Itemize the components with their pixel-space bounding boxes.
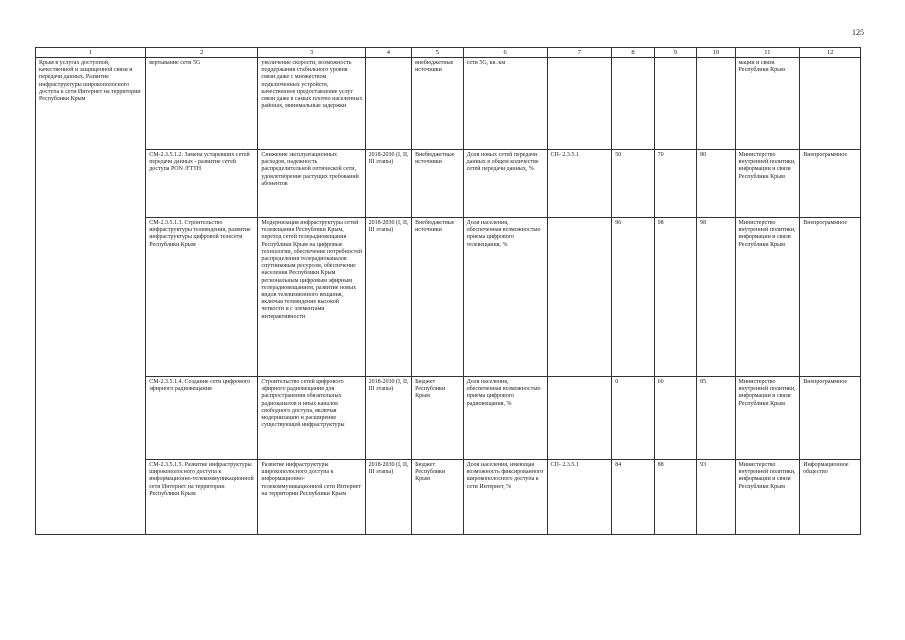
value-cell: 80	[697, 150, 735, 218]
description-cell: увеличение скорости, возможность поддержания стабильного уровня связи даже с множеством подключенных устройств, качественное предоставление услуг связи даже в самых плотно населенных районах, минимальные задержки	[258, 58, 365, 150]
measure-cell: вертывание сети 5G	[146, 58, 258, 150]
description-cell: Развитие инфраструктуры широкополосного доступа к информационно-телекоммуникационной сети Интернет на территории Республики Крым	[258, 460, 365, 535]
page-number: 125	[852, 28, 864, 37]
executor-cell: мации и связи Республики Крым	[735, 58, 800, 150]
col-header: 9	[654, 48, 696, 58]
code-cell: СП- 2.3.5.1	[547, 150, 612, 218]
program-cell	[800, 58, 861, 150]
description-cell: Строительство сетей цифрового эфирного радиовещания для распространения обязательных радиоканалов и иных каналов свободного доступа, включая модернизацию и расширение существующей инфраструктуры	[258, 377, 365, 460]
table-row	[36, 58, 861, 150]
value-cell	[612, 58, 654, 150]
program-cell: Информационное общество	[800, 460, 861, 535]
period-cell: 2018-2030 (I, II, III этапы)	[365, 377, 412, 460]
col-header: 3	[258, 48, 365, 58]
executor-cell: Министерство внутренней политики, информации и связи Республики Крым	[735, 460, 800, 535]
value-cell: 88	[654, 460, 696, 535]
indicator-cell: Доля населения, обеспеченная возможностью приема цифрового радиовещания, %	[463, 377, 547, 460]
value-cell: 98	[697, 218, 735, 377]
source-cell: Внебюджетные источники	[412, 218, 464, 377]
col-header: 12	[800, 48, 861, 58]
indicator-cell: Доля новых сетей передачи данных в общем количестве сетей передачи данных, %	[463, 150, 547, 218]
code-cell: СП- 2.3.5.1	[547, 460, 612, 535]
indicator-cell: Доля населения, обеспеченная возможностью приема цифрового телевещания, %	[463, 218, 547, 377]
period-cell: 2018-2030 (I, II, III этапы)	[365, 218, 412, 377]
col-header: 8	[612, 48, 654, 58]
program-cell: Внепрограммное	[800, 150, 861, 218]
executor-cell: Министерство внутренней политики, информации и связи Республики Крым	[735, 150, 800, 218]
col-header: 2	[146, 48, 258, 58]
value-cell: 93	[697, 460, 735, 535]
period-cell	[365, 58, 412, 150]
col-header: 7	[547, 48, 612, 58]
measure-cell: СМ-2.3.5.1.4. Создание сети цифрового эфирного радиовещания	[146, 377, 258, 460]
value-cell	[697, 58, 735, 150]
value-cell: 98	[654, 218, 696, 377]
value-cell: 96	[612, 218, 654, 377]
code-cell	[547, 218, 612, 377]
executor-cell: Министерство внутренней политики, информации и связи Республики Крым	[735, 218, 800, 377]
table-row	[36, 150, 861, 218]
description-cell: Модернизация инфраструктуры сетей телевещания Республики Крым, переход сетей телерадиовещания Республики Крым на цифровые технологии, обеспечение потребностей распределения телерадиоканалов спутниковым ресурсом, обеспечение населения Республики Крым региональным цифровым эфирным телерадиовещанием, развитие новых видов телевизионного вещания, включая телевидение высокой четкости и с элементами интерактивности	[258, 218, 365, 377]
program-cell: Внепрограммное	[800, 377, 861, 460]
period-cell: 2018-2030 (I, II, III этапы)	[365, 460, 412, 535]
col-header: 10	[697, 48, 735, 58]
description-cell: Снижение эксплуатационных расходов, надежность распределительной оптической сети, удовлетворение растущих требований абонентов	[258, 150, 365, 218]
source-cell: Бюджет Республики Крым	[412, 460, 464, 535]
executor-cell: Министерство внутренней политики, информации и связи Республики Крым	[735, 377, 800, 460]
program-cell: Внепрограммное	[800, 218, 861, 377]
period-cell: 2018-2030 (I, II, III этапы)	[365, 150, 412, 218]
value-cell: 70	[654, 150, 696, 218]
value-cell: 60	[654, 377, 696, 460]
code-cell	[547, 377, 612, 460]
table-row	[36, 460, 861, 535]
col-header: 5	[412, 48, 464, 58]
table-row	[36, 218, 861, 377]
source-cell: внебюджетные источники	[412, 58, 464, 150]
indicator-cell: сети 5G, кв. км	[463, 58, 547, 150]
value-cell	[654, 58, 696, 150]
col-header: 11	[735, 48, 800, 58]
value-cell: 85	[697, 377, 735, 460]
measure-cell: СМ-2.3.5.1.3. Строительство инфраструктуры телевидения, развитие инфраструктуры цифровой телесети Республики Крым	[146, 218, 258, 377]
header-row	[36, 48, 861, 58]
measure-cell: СМ-2.3.5.1.2. Замена устаревших сетей передачи данных - развитие сетей доступа PON /FTTH	[146, 150, 258, 218]
col-header: 1	[36, 48, 146, 58]
source-cell: Внебюджетные источники	[412, 150, 464, 218]
source-cell: Бюджет Республики Крым	[412, 377, 464, 460]
col-header: 6	[463, 48, 547, 58]
value-cell: 50	[612, 150, 654, 218]
value-cell: 0	[612, 377, 654, 460]
goal-cell: Крым в услугах доступной, качественной и защищенной связи и передачи данных. Развитие инфраструктуры широкополосного доступа к сети Интернет на территории Республики Крым	[36, 58, 146, 535]
col-header: 4	[365, 48, 412, 58]
value-cell: 84	[612, 460, 654, 535]
table-row	[36, 377, 861, 460]
measure-cell: СМ-2.3.5.1.5. Развитие инфраструктуры широкополосного доступа к информационно-телекоммуникационной сети Интернет на территории Республики Крым	[146, 460, 258, 535]
code-cell	[547, 58, 612, 150]
indicator-cell: Доля населения, имеющая возможность фиксированного широкополосного доступа к сети Интернет, %	[463, 460, 547, 535]
measures-table	[35, 47, 861, 535]
